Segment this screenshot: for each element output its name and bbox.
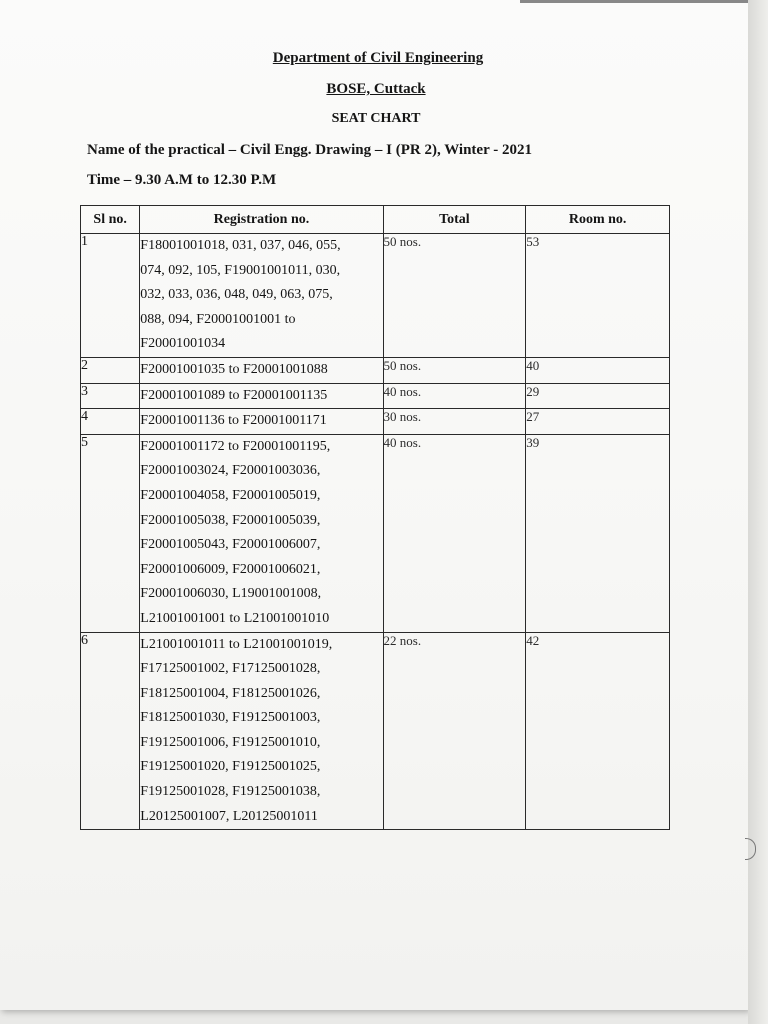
- registration-line: F20001003024, F20001003036,: [140, 463, 321, 479]
- cell-room-no: 29: [526, 383, 670, 409]
- cell-registration-no: [140, 409, 383, 435]
- cell-registration-no: [140, 234, 383, 358]
- cell-sl-no: 3: [81, 383, 140, 409]
- exam-time: Time – 9.30 A.M to 12.30 P.M: [87, 172, 277, 188]
- cell-room-no: 27: [526, 409, 670, 435]
- department-heading: Department of Civil Engineering: [272, 50, 484, 66]
- registration-line: F20001005043, F20001006007,: [140, 537, 321, 553]
- table-row: [81, 357, 670, 383]
- cell-total: 50 nos.: [383, 234, 526, 358]
- registration-line: F19125001006, F19125001010,: [140, 734, 321, 750]
- document-title: SEAT CHART: [331, 111, 421, 126]
- registration-line: 088, 094, F20001001001 to: [140, 311, 296, 327]
- cell-sl-no: 4: [81, 409, 140, 435]
- registration-line: F20001001035 to F20001001088: [140, 361, 328, 377]
- cell-room-no: 40: [526, 357, 670, 383]
- cell-total: 22 nos.: [383, 632, 526, 830]
- cell-sl-no: 6: [81, 632, 140, 830]
- cell-room-no: 53: [526, 234, 670, 358]
- table-row: [81, 234, 670, 358]
- registration-line: F19125001028, F19125001038,: [140, 784, 321, 800]
- header-sl-no: Sl no.: [81, 206, 140, 234]
- registration-line: F19125001020, F19125001025,: [140, 759, 321, 775]
- cell-registration-no: [140, 357, 383, 383]
- cell-sl-no: 5: [81, 434, 140, 632]
- board-heading: BOSE, Cuttack: [326, 81, 426, 97]
- registration-line: L20125001007, L20125001011: [140, 808, 318, 824]
- registration-line: F20001006009, F20001006021,: [140, 561, 321, 577]
- registration-line: F20001001089 to F20001001135: [140, 387, 328, 403]
- registration-line: F20001001034: [140, 336, 226, 352]
- table-row: [81, 383, 670, 409]
- cell-room-no: 39: [526, 434, 670, 632]
- cell-room-no: 42: [526, 632, 670, 830]
- registration-line: F18125001004, F18125001026,: [140, 685, 321, 701]
- cell-sl-no: 2: [81, 357, 140, 383]
- cell-total: 40 nos.: [383, 383, 526, 409]
- registration-line: L21001001001 to L21001001010: [140, 610, 330, 626]
- cell-total: 40 nos.: [383, 434, 526, 632]
- registration-line: F20001001172 to F20001001195,: [140, 438, 331, 454]
- registration-line: 032, 033, 036, 048, 049, 063, 075,: [140, 287, 333, 303]
- registration-line: F20001006030, L19001001008,: [140, 586, 322, 602]
- seat-chart-table: [80, 205, 670, 830]
- page-edge: [748, 0, 768, 1024]
- table-row: [81, 632, 670, 830]
- table-row: [81, 434, 670, 632]
- registration-line: F20001001136 to F20001001171: [140, 413, 327, 429]
- cell-registration-no: [140, 434, 383, 632]
- registration-line: F18001001018, 031, 037, 046, 055,: [140, 238, 341, 253]
- cell-sl-no: 1: [81, 234, 140, 358]
- header-registration-no: Registration no.: [140, 206, 383, 234]
- header-total: Total: [383, 206, 526, 234]
- cell-registration-no: [140, 383, 383, 409]
- practical-name: Name of the practical – Civil Engg. Drawing – I (PR 2), Winter - 2021: [87, 142, 532, 158]
- registration-line: F20001004058, F20001005019,: [140, 487, 321, 503]
- registration-line: L21001001011 to L21001001019,: [140, 636, 333, 652]
- registration-line: 074, 092, 105, F19001001011, 030,: [140, 262, 341, 278]
- table-row: [81, 409, 670, 435]
- top-edge-mark: [520, 0, 748, 3]
- table-body: [81, 234, 670, 830]
- registration-line: F18125001030, F19125001003,: [140, 710, 321, 726]
- table-header-row: [81, 206, 670, 234]
- header-room-no: Room no.: [526, 206, 670, 234]
- registration-line: F17125001002, F17125001028,: [140, 661, 321, 677]
- cell-total: 50 nos.: [383, 357, 526, 383]
- cell-registration-no: [140, 632, 383, 830]
- cell-total: 30 nos.: [383, 409, 526, 435]
- registration-line: F20001005038, F20001005039,: [140, 512, 321, 528]
